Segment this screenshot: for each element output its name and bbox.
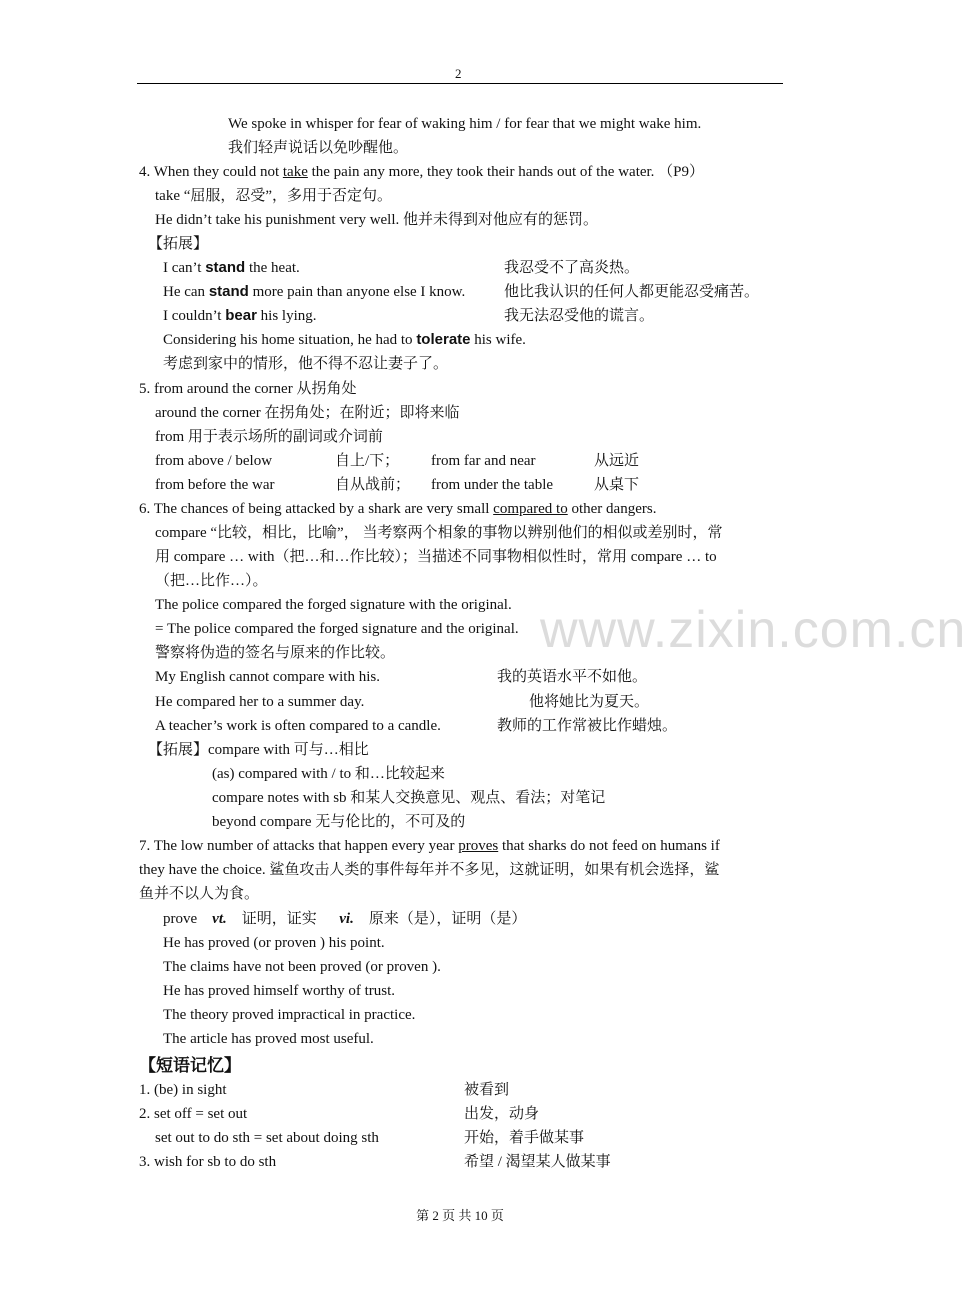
definition-take: take “屈服，忍受”，多用于否定句。	[155, 188, 393, 204]
definition-compare: 用 compare … with（把…和…作比较）；当描述不同事物相似性时，常用 compare … to	[155, 549, 717, 565]
definition-compare: compare “比较，相比，比喻”， 当考察两个相象的事物以辨别他们的相似或差别时，常	[155, 525, 723, 541]
definition-prove: prove vt. 证明，证实 vi. 原来（是），证明（是）	[163, 911, 527, 927]
example-translation: 我忍受不了高炎热。	[504, 260, 640, 276]
phrase: from before the war	[155, 477, 275, 493]
example-line: The article has proved most useful.	[163, 1031, 374, 1047]
extension-label: 【拓展】	[148, 236, 209, 252]
watermark: www.zixin.com.cn	[540, 601, 966, 659]
example-line: He didn’t take his punishment very well. 他并未得到对他应有的惩罚。	[155, 212, 599, 228]
section-heading: 【短语记忆】	[139, 1056, 241, 1075]
phrase: from above / below	[155, 453, 273, 469]
example-line: The claims have not been proved (or proven ).	[163, 959, 441, 975]
definition-compare: （把…比作…）。	[155, 573, 268, 589]
example-translation: 警察将伪造的签名与原来的作比较。	[155, 645, 396, 661]
example-translation: 我们轻声说话以免吵醒他。	[228, 140, 409, 156]
phrase: set out to do sth = set about doing sth	[155, 1130, 379, 1146]
example-line: Considering his home situation, he had to tolerate his wife.	[163, 331, 526, 348]
phrase: from under the table	[431, 477, 554, 493]
phrase-translation: 希望 / 渴望某人做某事	[464, 1154, 611, 1170]
example-translation: 他比我认识的任何人都更能忍受痛苦。	[504, 284, 760, 300]
definition-line: from 用于表示场所的副词或介词前	[155, 429, 383, 445]
example-translation: 我无法忍受他的谎言。	[504, 308, 655, 324]
extension-line: beyond compare 无与伦比的，不可及的	[212, 814, 466, 830]
phrase-translation: 开始，着手做某事	[464, 1130, 585, 1146]
phrase-translation: 从桌下	[594, 477, 640, 493]
phrase-translation: 从远近	[594, 453, 640, 469]
example-line: The theory proved impractical in practice.	[163, 1007, 416, 1023]
example-translation: 考虑到家中的情形，他不得不忍让妻子了。	[163, 356, 449, 372]
page-number-header: 2	[455, 66, 462, 81]
item-7-heading: 7. The low number of attacks that happen every year proves that sharks do not feed on humans if	[139, 838, 720, 854]
phrase-translation: 自上/下；	[335, 453, 400, 469]
phrase-translation: 被看到	[464, 1082, 510, 1098]
item-6-heading: 6. The chances of being attacked by a shark are very small compared to other dangers.	[139, 501, 657, 517]
example-line: He compared her to a summer day.	[155, 694, 365, 710]
phrase: 3. wish for sb to do sth	[139, 1154, 277, 1170]
example-line: My English cannot compare with his.	[155, 669, 380, 685]
phrase: from far and near	[431, 453, 536, 469]
phrase-translation: 出发，动身	[464, 1106, 540, 1122]
example-line: I can’t stand the heat.	[163, 259, 300, 276]
phrase: 2. set off = set out	[139, 1106, 248, 1122]
item-4-heading: 4. When they could not take the pain any more, they took their hands out of the water. （P9）	[139, 164, 705, 180]
example-translation: 他将她比为夏天。	[529, 694, 650, 710]
definition-line: around the corner 在拐角处；在附近；即将来临	[155, 405, 460, 421]
header-rule	[137, 83, 783, 84]
item-5-heading: 5. from around the corner 从拐角处	[139, 381, 357, 397]
extension-line: compare notes with sb 和某人交换意见、观点、看法；对笔记	[212, 790, 606, 806]
example-translation: 我的英语水平不如他。	[497, 669, 648, 685]
example-line: He has proved (or proven ) his point.	[163, 935, 385, 951]
item-7-heading: 鱼并不以人为食。	[139, 886, 260, 902]
example-line: He can stand more pain than anyone else I know.	[163, 283, 466, 300]
example-translation: 教师的工作常被比作蜡烛。	[497, 718, 678, 734]
phrase-translation: 自从战前；	[335, 477, 411, 493]
extension-line: (as) compared with / to 和…比较起来	[212, 766, 445, 782]
example-line: We spoke in whisper for fear of waking him / for fear that we might wake him.	[228, 116, 702, 132]
page-footer: 第 2 页 共 10 页	[416, 1208, 504, 1223]
example-line: He has proved himself worthy of trust.	[163, 983, 396, 999]
example-line: I couldn’t bear his lying.	[163, 307, 317, 324]
example-line: The police compared the forged signature with the original.	[155, 597, 512, 613]
extension-line: 【拓展】compare with 可与…相比	[148, 742, 369, 758]
item-7-heading: they have the choice. 鲨鱼攻击人类的事件每年并不多见，这就证明，如果有机会选择，鲨	[139, 862, 720, 878]
example-line: = The police compared the forged signature and the original.	[155, 621, 519, 637]
phrase: 1. (be) in sight	[139, 1082, 227, 1098]
example-line: A teacher’s work is often compared to a candle.	[155, 718, 441, 734]
